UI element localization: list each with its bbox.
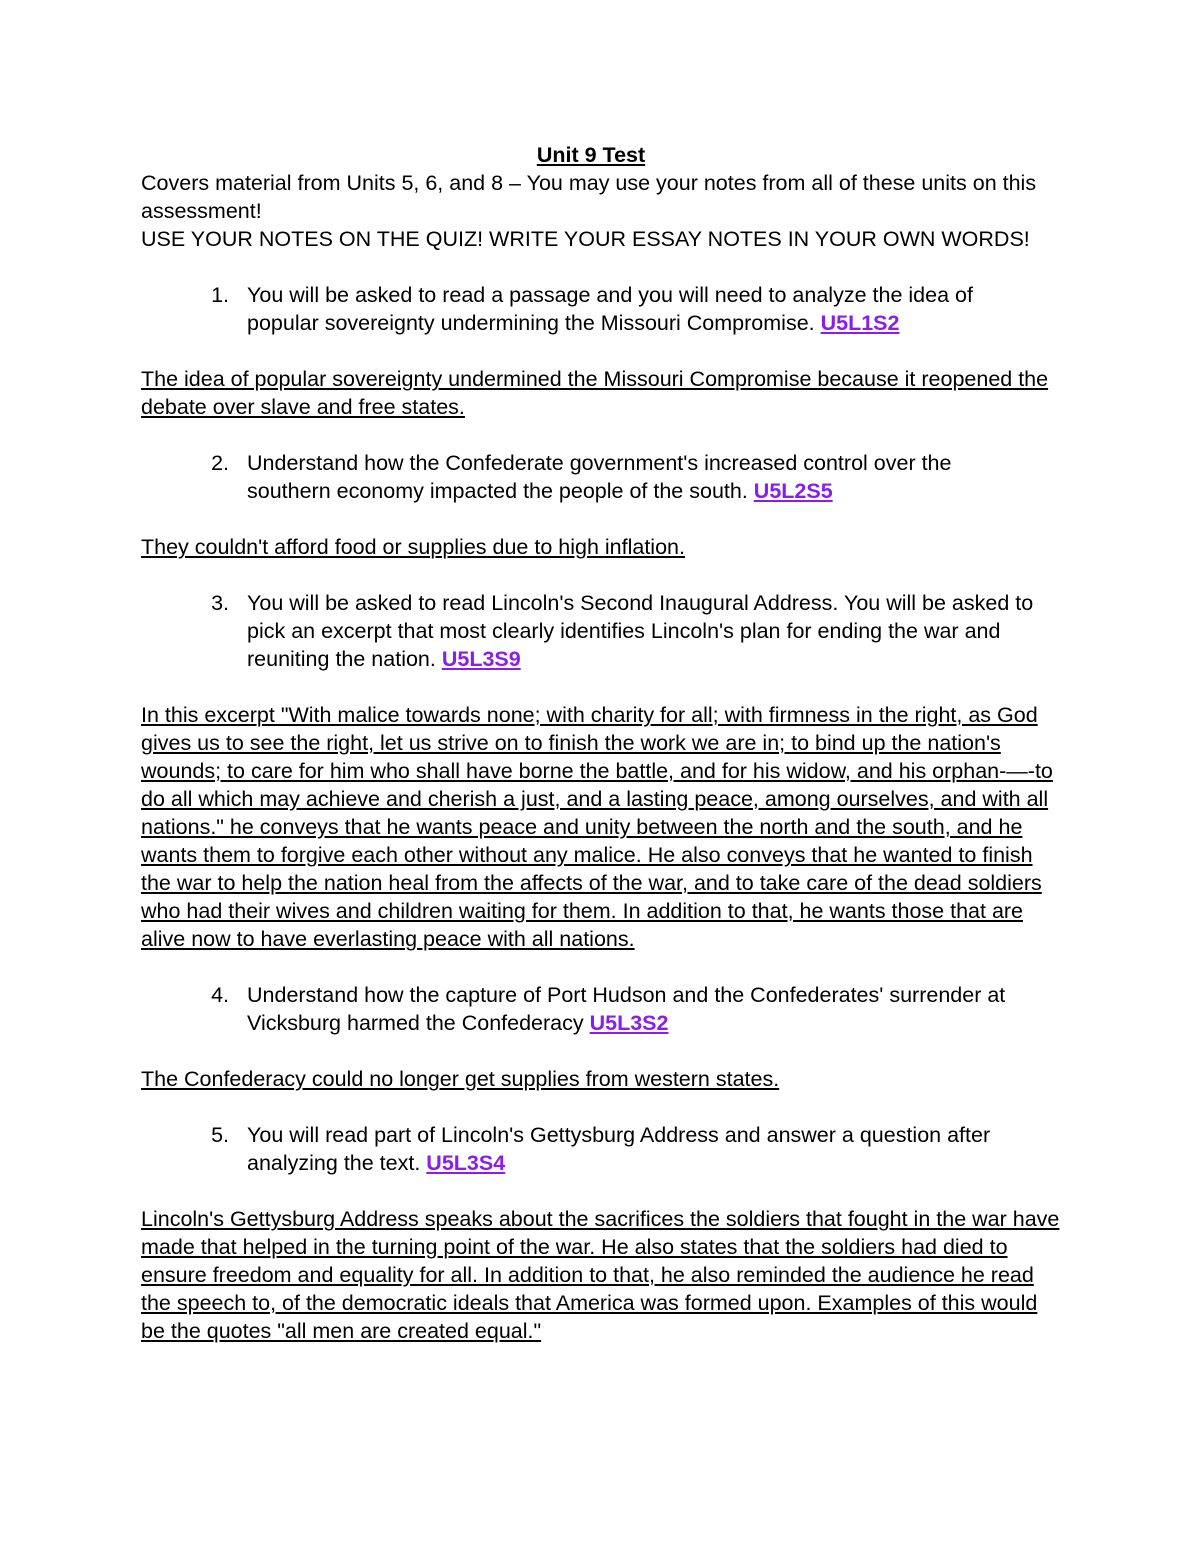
answer-text-4: The Confederacy could no longer get supplies from western states. xyxy=(141,1067,780,1091)
document-body xyxy=(141,141,1061,1345)
intro-text: Covers material from Units 5, 6, and 8 – You may use your notes from all of these units on this assessment! xyxy=(141,171,1037,223)
lesson-link-u5l2s5[interactable]: U5L2S5 xyxy=(753,479,833,503)
question-item-2 xyxy=(141,449,1061,505)
lesson-link-u5l1s2[interactable]: U5L1S2 xyxy=(820,311,900,335)
question-text: Understand how the capture of Port Hudson and the Confederates' surrender at Vicksburg harmed the Confederacy xyxy=(247,983,1006,1035)
question-text: You will be asked to read Lincoln's Second Inaugural Address. You will be asked to pick an excerpt that most clearly identifies Lincoln's plan for ending the war and reuniting the nation. xyxy=(247,591,1034,671)
page-title: Unit 9 Test xyxy=(536,143,646,167)
instruction-text: USE YOUR NOTES ON THE QUIZ! WRITE YOUR ESSAY NOTES IN YOUR OWN WORDS! xyxy=(141,227,1030,251)
answer-text-2: They couldn't afford food or supplies due to high inflation. xyxy=(141,535,685,559)
question-number: 3. xyxy=(211,591,229,615)
question-number: 2. xyxy=(211,451,229,475)
answer-text-1: The idea of popular sovereignty undermined the Missouri Compromise because it reopened the debate over slave and free states. xyxy=(141,367,1049,419)
question-text: Understand how the Confederate government's increased control over the southern economy impacted the people of the south. xyxy=(247,451,952,503)
question-number: 4. xyxy=(211,983,229,1007)
question-text: You will read part of Lincoln's Gettysburg Address and answer a question after analyzing the text. xyxy=(247,1123,991,1175)
answer-text-5: Lincoln's Gettysburg Address speaks about the sacrifices the soldiers that fought in the war have made that helped in the turning point of the war. He also states that the soldiers had died to ensure freedom and equality for all. In addition to that, he also reminded the audience he read the speech to, of the democratic ideals that America was formed upon. Examples of this would be the quotes "all men are created equal." xyxy=(141,1207,1060,1343)
question-number: 1. xyxy=(211,283,229,307)
question-item-3 xyxy=(141,589,1061,673)
answer-text-3: In this excerpt "With malice towards none; with charity for all; with firmness in the right, as God gives us to see the right, let us strive on to finish the work we are in; to bind up the nation's wounds; to care for him who shall have borne the battle, and for his widow, and his orphan-—-to do all which may achieve and cherish a just, and a lasting peace, among ourselves, and with all nations." he conveys that he wants peace and unity between the north and the south, and he wants them to forgive each other without any malice. He also conveys that he wanted to finish the war to help the nation heal from the affects of the war, and to take care of the dead soldiers who had their wives and children waiting for them. In addition to that, he wants those that are alive now to have everlasting peace with all nations. xyxy=(141,703,1053,951)
question-item-1 xyxy=(141,281,1061,337)
lesson-link-u5l3s2[interactable]: U5L3S2 xyxy=(589,1011,669,1035)
lesson-link-u5l3s4[interactable]: U5L3S4 xyxy=(426,1151,506,1175)
question-item-4 xyxy=(141,981,1061,1037)
lesson-link-u5l3s9[interactable]: U5L3S9 xyxy=(441,647,521,671)
question-number: 5. xyxy=(211,1123,229,1147)
question-text: You will be asked to read a passage and you will need to analyze the idea of popular sovereignty undermining the Missouri Compromise. xyxy=(247,283,973,335)
question-item-5 xyxy=(141,1121,1061,1177)
